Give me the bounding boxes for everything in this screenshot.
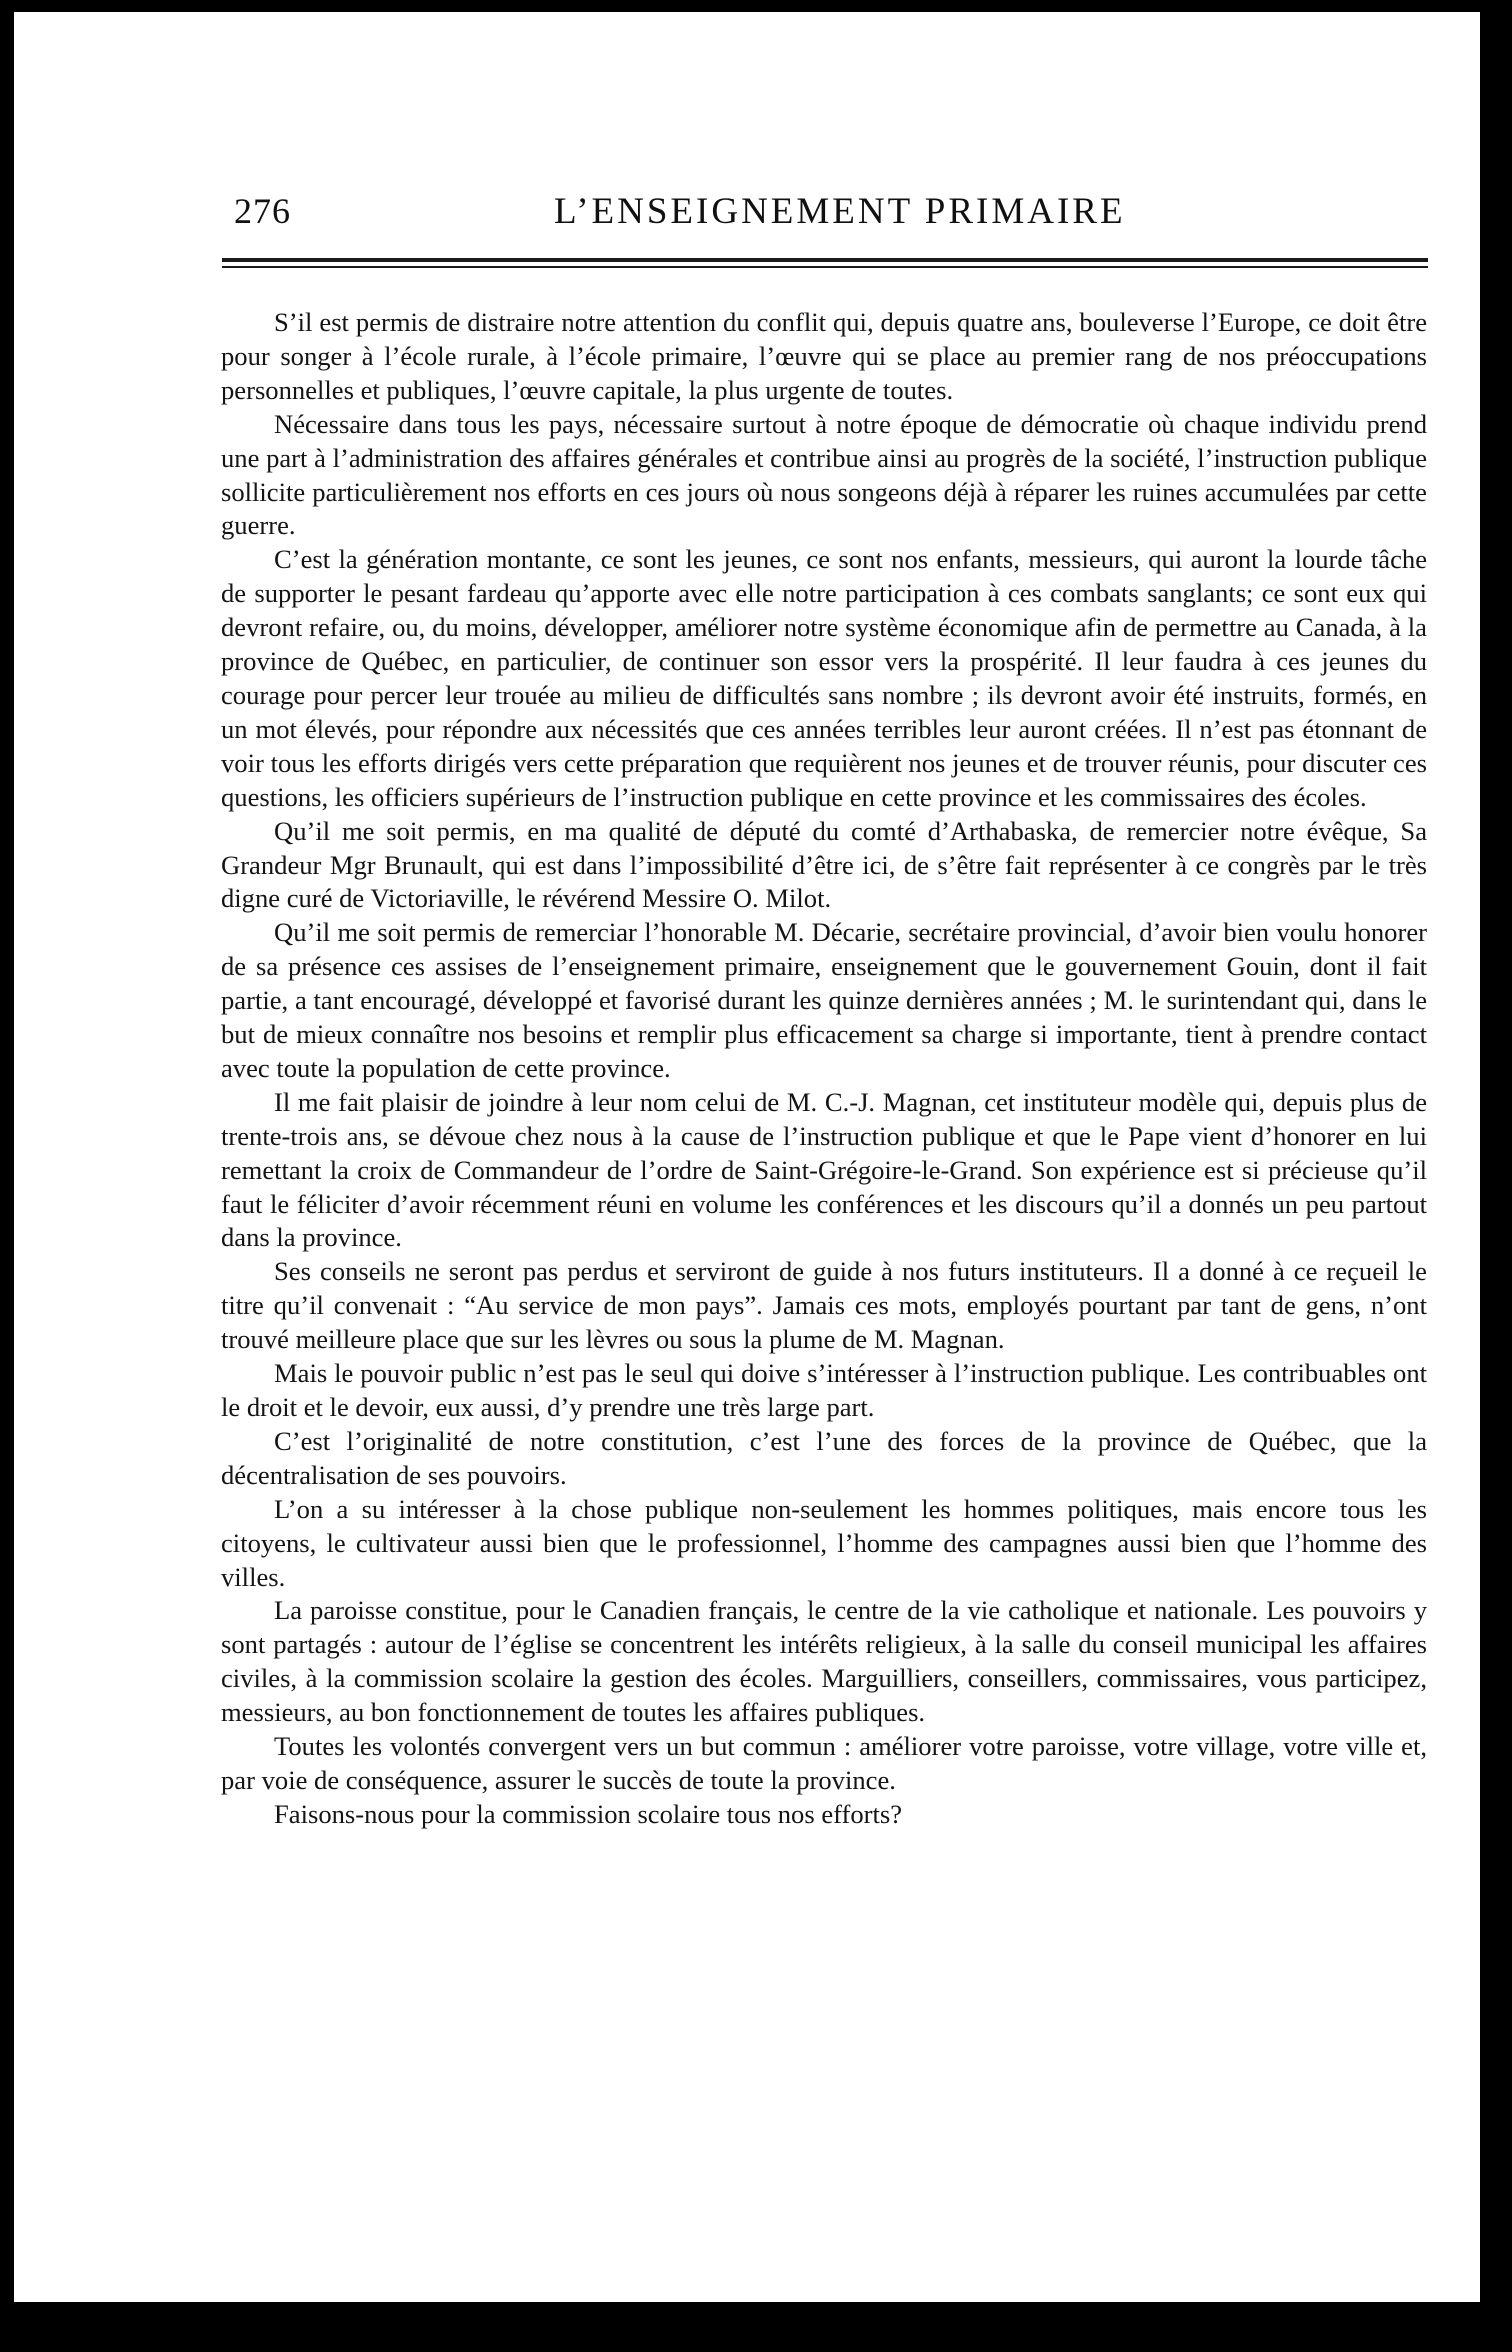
paragraph-10: L’on a su intéresser à la chose publique non-seulement les hommes politiques, mais encore tous les citoyens, le cultivateur aussi bien que le professionnel, l’homme des campagnes aussi bien que l’homme des villes. xyxy=(221,1493,1427,1592)
paragraph-4: Qu’il me soit permis, en ma qualité de député du comté d’Arthabaska, de remercier notre évêque, Sa Grandeur Mgr Brunault, qui est dans l’impossibilité d’être ici, de s’être fait représenter à ce congrès par le très digne curé de Victoriaville, le révérend Messire O. Milot. xyxy=(221,815,1427,914)
paragraph-1: S’il est permis de distraire notre attention du conflit qui, depuis quatre ans, bouleverse l’Europe, ce doit être pour songer à l’école rurale, à l’école primaire, l’œuvre qui se place au premier rang de nos préoccupations personnelles et publiques, l’œuvre capitale, la plus urgente de toutes. xyxy=(221,307,1427,405)
header-rule-thin xyxy=(222,266,1428,268)
paragraph-12: Toutes les volontés convergent vers un but commun : améliorer votre paroisse, votre village, votre ville et, par voie de conséquence, assurer le succès de toute la province. xyxy=(221,1731,1427,1795)
paragraph-8: Mais le pouvoir public n’est pas le seul qui doive s’intéresser à l’instruction publique. Les contribuables ont le droit et le devoir, eux aussi, d’y prendre une très large part. xyxy=(221,1358,1427,1422)
paragraph-11: La paroisse constitue, pour le Canadien français, le centre de la vie catholique et nationale. Les pouvoirs y sont partagés : autour de l’église se concentrent les intérêts religieux, à la salle du conseil municipal les affaires civiles, à la commission scolaire la gestion des écoles. Marguilliers, conseillers, commissaires, vous participez, messieurs, au bon fonctionnement de toutes les affaires publiques. xyxy=(221,1595,1427,1728)
header-rule-thick xyxy=(222,258,1428,262)
paragraph-3: C’est la génération montante, ce sont les jeunes, ce sont nos enfants, messieurs, qui auront la lourde tâche de supporter le pesant fardeau qu’apporte avec elle notre participation à ces combats sanglants; ce sont eux qui devront refaire, ou, du moins, développer, améliorer notre système économique afin de permettre au Canada, à la province de Québec, en particulier, de continuer son essor vers la prospérité. Il leur faudra à ces jeunes du courage pour percer leur trouée au milieu de difficultés sans nombre ; ils devront avoir été instruits, formés, en un mot élevés, pour répondre aux nécessités que ces années terribles leur auront créées. Il n’est pas étonnant de voir tous les efforts dirigés vers cette préparation que requièrent nos jeunes et de trouver réunis, pour discuter ces questions, les officiers supérieurs de l’instruction publique en cette province et les commissaires des écoles. xyxy=(221,544,1427,812)
page-number: 276 xyxy=(234,191,291,231)
running-title: L’ENSEIGNEMENT PRIMAIRE xyxy=(554,191,1126,232)
paragraph-6: Il me fait plaisir de joindre à leur nom celui de M. C.-J. Magnan, cet instituteur modèle qui, depuis plus de trente-trois ans, se dévoue chez nous à la cause de l’instruction publique et que le Pape vient d’honorer en lui remettant la croix de Commandeur de l’ordre de Saint-Grégoire-le-Grand. Son expérience est si précieuse qu’il faut le féliciter d’avoir récemment réuni en volume les conférences et les discours qu’il a donnés un peu partout dans la province. xyxy=(221,1086,1427,1253)
body-text xyxy=(221,306,1427,1832)
paragraph-9: C’est l’originalité de notre constitution, c’est l’une des forces de la province de Québec, que la décentralisation de ses pouvoirs. xyxy=(221,1425,1427,1490)
paragraph-2: Nécessaire dans tous les pays, nécessaire surtout à notre époque de démocratie où chaque individu prend une part à l’administration des affaires générales et contribue ainsi au progrès de la société, l’instruction publique sollicite particulièrement nos efforts en ces jours où nous songeons déjà à réparer les ruines accumulées par cette guerre. xyxy=(221,408,1427,541)
paragraph-7: Ses conseils ne seront pas perdus et serviront de guide à nos futurs instituteurs. Il a donné à ce reçueil le titre qu’il convenait : “Au service de mon pays”. Jamais ces mots, employés pourtant par tant de gens, n’ont trouvé meilleure place que sur les lèvres ou sous la plume de M. Magnan. xyxy=(221,1256,1427,1355)
paragraph-13: Faisons-nous pour la commission scolaire tous nos efforts? xyxy=(274,1798,903,1829)
page-header xyxy=(234,190,1454,240)
paragraph-5: Qu’il me soit permis de remerciar l’honorable M. Décarie, secrétaire provincial, d’avoir bien voulu honorer de sa présence ces assises de l’enseignement primaire, enseignement que le gouvernement Gouin, dont il fait partie, a tant encouragé, développé et favorisé durant les quinze dernières années ; M. le surintendant qui, dans le but de mieux connaître nos besoins et remplir plus efficacement sa charge si importante, tient à prendre contact avec toute la population de cette province. xyxy=(221,917,1427,1083)
